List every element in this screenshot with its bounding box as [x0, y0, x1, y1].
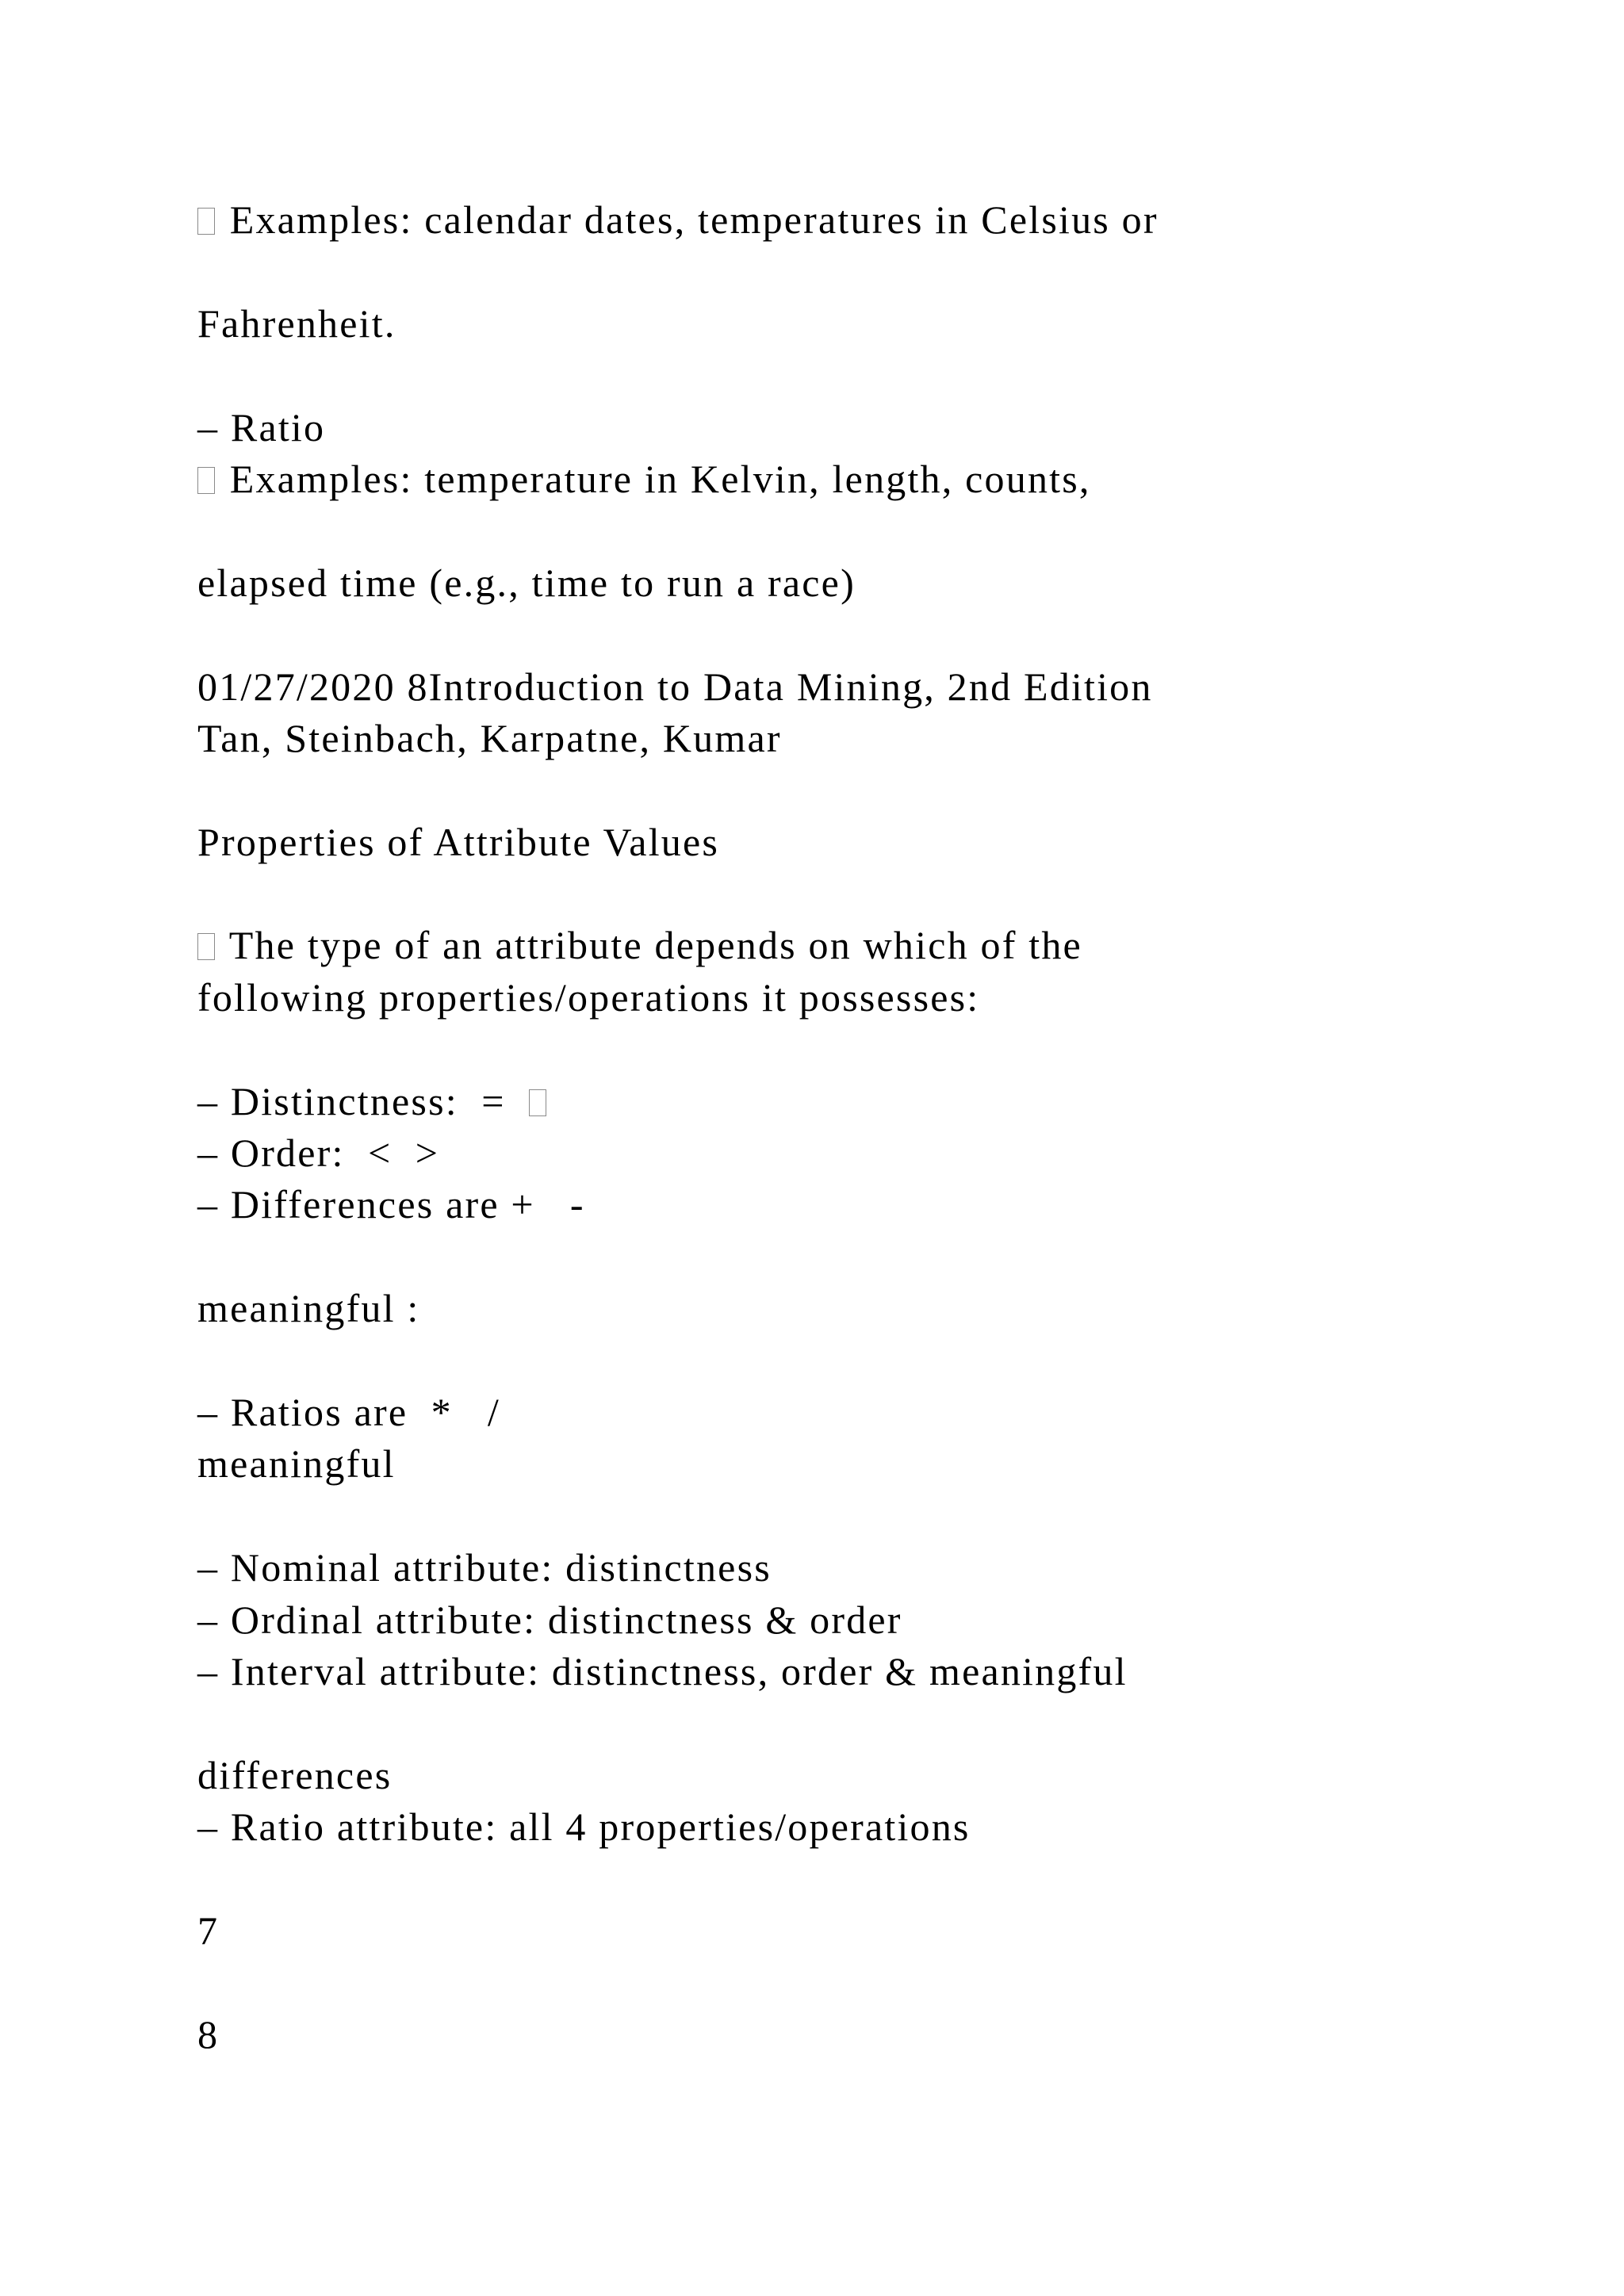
- blank-line: [197, 609, 1545, 660]
- missing-glyph-icon: [529, 1089, 546, 1116]
- page-number: 8: [197, 2011, 220, 2057]
- blank-line: [197, 1854, 1545, 1905]
- text-line: meaningful :: [197, 1286, 420, 1331]
- property-distinctness: [197, 1076, 1545, 1127]
- property-ratios: – Ratios are * /: [197, 1389, 501, 1434]
- missing-glyph-icon: [197, 208, 215, 235]
- text-line: meaningful: [197, 1441, 396, 1487]
- slide-footer-date-title: 01/27/2020 8Introduction to Data Mining, 2nd Edition: [197, 664, 1153, 709]
- bullet-line-examples-ratio: [197, 453, 1545, 505]
- line-text: The type of an attribute depends on which of the: [218, 923, 1082, 968]
- page-number: 7: [197, 1908, 220, 1953]
- line-text: – Distinctness: =: [197, 1078, 530, 1123]
- blank-line: [197, 1231, 1545, 1283]
- section-heading: Properties of Attribute Values: [197, 819, 720, 864]
- missing-glyph-icon: [197, 467, 215, 494]
- text-line: Fahrenheit.: [197, 300, 396, 346]
- bullet-line-attribute-type: [197, 920, 1545, 971]
- line-text: Examples: calendar dates, temperatures in Celsius or: [218, 197, 1159, 242]
- missing-glyph-icon: [197, 933, 215, 960]
- blank-line: [197, 350, 1545, 401]
- blank-line: [197, 1957, 1545, 2008]
- attribute-nominal: – Nominal attribute: distinctness: [197, 1545, 772, 1590]
- sub-bullet-ratio: – Ratio: [197, 404, 326, 450]
- text-line: differences: [197, 1752, 393, 1797]
- blank-line: [197, 505, 1545, 557]
- slide-footer-authors: Tan, Steinbach, Karpatne, Kumar: [197, 715, 782, 760]
- blank-line: [197, 1490, 1545, 1542]
- blank-line: [197, 764, 1545, 816]
- bullet-line-examples-interval: [197, 194, 1545, 246]
- blank-line: [197, 1335, 1545, 1387]
- line-text: Examples: temperature in Kelvin, length, counts,: [218, 456, 1091, 501]
- blank-line: [197, 246, 1545, 297]
- attribute-ordinal: – Ordinal attribute: distinctness & order: [197, 1597, 902, 1642]
- property-differences: – Differences are + -: [197, 1182, 585, 1227]
- text-line: following properties/operations it possesses:: [197, 974, 980, 1020]
- blank-line: [197, 868, 1545, 920]
- document-body: [197, 194, 1545, 2061]
- blank-line: [197, 1024, 1545, 1075]
- attribute-interval: – Interval attribute: distinctness, order & meaningful: [197, 1648, 1128, 1693]
- text-line: elapsed time (e.g., time to run a race): [197, 560, 856, 605]
- property-order: – Order: < >: [197, 1131, 440, 1176]
- attribute-ratio: – Ratio attribute: all 4 properties/operations: [197, 1804, 971, 1850]
- blank-line: [197, 1697, 1545, 1749]
